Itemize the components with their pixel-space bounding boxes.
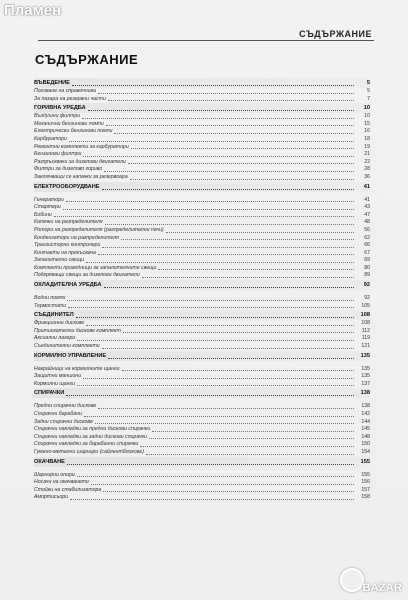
toc-leader-dots	[114, 132, 354, 134]
toc-leader-dots	[98, 253, 354, 255]
toc-section	[34, 388, 370, 398]
toc-page-number: 144	[361, 418, 370, 425]
toc-label: Притискателни дискове комплект	[34, 327, 121, 334]
toc-page-number: 10	[363, 105, 370, 112]
toc-item	[34, 88, 370, 96]
toc-leader-dots	[86, 261, 354, 263]
toc-label: Филтри за дизелово гориво	[34, 166, 103, 173]
toc-label: Подгряващи свещи за дизелови двигатели	[34, 272, 140, 279]
toc-item	[34, 328, 370, 336]
toc-label: За пазара на резервни части	[34, 95, 106, 102]
toc-item	[34, 320, 370, 328]
toc-label: Ротори на разпределителя (разпределителни пачи)	[34, 226, 164, 233]
toc-item	[34, 441, 370, 449]
toc-item	[34, 257, 370, 265]
toc-label: Аксиални лагери	[34, 335, 76, 342]
toc-leader-dots	[95, 422, 354, 424]
toc-item	[34, 265, 370, 273]
toc-leader-dots	[54, 215, 354, 217]
toc-label: СПИРАЧКИ	[34, 390, 65, 397]
toc-leader-dots	[86, 324, 354, 326]
toc-page-number: 69	[364, 257, 370, 264]
toc-leader-dots	[130, 178, 354, 180]
toc-page-number: 148	[361, 433, 370, 440]
toc-page-number: 108	[360, 312, 370, 319]
toc-item	[34, 472, 370, 480]
toc-item	[34, 197, 370, 205]
toc-leader-dots	[104, 286, 354, 288]
toc-label: Транзисторни контролери	[34, 242, 101, 249]
toc-page-number: 18	[364, 135, 370, 142]
toc-section	[34, 457, 370, 467]
toc-label: Шарнирни опори	[34, 471, 75, 478]
toc-label: Бензинови филтри	[34, 151, 82, 158]
toc-page-number: 19	[364, 143, 370, 150]
toc-page-number: 108	[361, 320, 370, 327]
toc-label: Разпръсквачи за дизелови двигатели	[34, 158, 126, 165]
toc-leader-dots	[98, 92, 354, 94]
toc-label: Стойки на стабилизатора	[34, 486, 102, 493]
toc-item	[34, 381, 370, 389]
toc-leader-dots	[68, 306, 354, 308]
toc-label: Задни спирачни дискове	[34, 418, 93, 425]
toc-leader-dots	[142, 276, 354, 278]
toc-page-number: 142	[361, 411, 370, 417]
watermark: Пламен	[4, 2, 62, 19]
toc-page-number: 121	[361, 343, 370, 350]
toc-label: Фрикционни дискове	[34, 320, 85, 327]
toc-item	[34, 419, 370, 427]
toc-item	[34, 343, 370, 351]
toc-leader-dots	[66, 200, 354, 202]
toc-item	[34, 144, 370, 152]
toc-label: Спирачни накладки за задни дискови спирачки	[34, 433, 147, 440]
toc-page-number: 112	[361, 327, 370, 334]
toc-item	[34, 128, 370, 136]
toc-leader-dots	[83, 155, 354, 157]
toc-item	[34, 227, 370, 235]
toc-page-number: 158	[361, 494, 370, 501]
toc-leader-dots	[131, 147, 354, 149]
toc-page-number: 43	[364, 204, 370, 211]
toc-leader-dots	[67, 299, 354, 301]
toc-item	[34, 136, 370, 144]
toc-leader-dots	[102, 347, 354, 349]
toc-item	[34, 303, 370, 311]
toc-item	[34, 487, 370, 495]
toc-page-number: 28	[364, 166, 370, 173]
toc-label: Стартери	[34, 204, 61, 211]
toc-label: Спирачни барабани	[34, 411, 82, 417]
toc-label: Носачи на окачването	[34, 479, 89, 486]
toc-page-number: 138	[361, 403, 370, 410]
toc-label: Защитни маншони	[34, 373, 82, 380]
page-title: СЪДЪРЖАНИЕ	[35, 52, 139, 67]
toc-section	[34, 103, 370, 113]
toc-item	[34, 219, 370, 227]
toc-leader-dots	[128, 162, 354, 164]
toc-section	[34, 280, 370, 290]
toc-leader-dots	[108, 99, 354, 101]
toc-item	[34, 366, 370, 374]
toc-item	[34, 235, 370, 243]
toc-label: Ремонтни комплекти за карбуратори	[34, 143, 129, 150]
toc-item	[34, 113, 370, 121]
toc-page-number: 89	[364, 272, 370, 279]
toc-item	[34, 174, 370, 182]
toc-page-number: 135	[361, 373, 370, 380]
toc-leader-dots	[63, 208, 354, 210]
toc-page-number: 135	[360, 352, 370, 359]
toc-label: Запалителни свещи	[34, 257, 85, 264]
toc-label: СЪЕДИНИТЕЛ	[34, 312, 74, 319]
toc-label: Комплекти проводници за запалителните свещи	[34, 264, 157, 271]
toc-page-number: 22	[364, 158, 370, 165]
toc-page-number: 16	[364, 128, 370, 135]
toc-label: Гумено-метални шарнири (сайлентблокове)	[34, 448, 144, 455]
toc-page-number: 135	[361, 365, 370, 372]
toc-item	[34, 494, 370, 502]
toc-page-number: 48	[364, 219, 370, 226]
toc-item	[34, 479, 370, 487]
toc-label: Съединителни комплекти	[34, 343, 100, 350]
toc-label: Спирачни накладки за предни дискови спирачки	[34, 426, 151, 433]
toc-label: ВЪВЕДЕНИЕ	[34, 80, 70, 86]
toc-leader-dots	[76, 316, 354, 318]
toc-label: Накрайници на кормилните щанги	[34, 365, 120, 372]
toc-page-number: 5	[367, 88, 370, 94]
toc-leader-dots	[102, 188, 355, 190]
toc-item	[34, 151, 370, 159]
toc-label: Ползване на справочника	[34, 88, 96, 94]
toc-page-number: 15	[364, 120, 370, 127]
toc-leader-dots	[82, 117, 354, 119]
toc-section	[34, 351, 370, 361]
toc-leader-dots	[77, 339, 354, 341]
toc-label: Електрически бензинови помпи	[34, 128, 113, 135]
toc-page-number: 10	[364, 113, 370, 120]
toc-label: Кормилни щанги	[34, 380, 75, 387]
toc-section	[34, 182, 370, 192]
toc-leader-dots	[121, 238, 354, 240]
toc-leader-dots	[70, 498, 354, 500]
toc-label: Предни спирачни дискове	[34, 403, 97, 410]
toc-page-number: 150	[361, 441, 370, 448]
toc-label: Генератори	[34, 196, 64, 203]
toc-leader-dots	[69, 140, 354, 142]
toc-page-number: 157	[361, 486, 370, 493]
toc-page-number: 92	[363, 282, 370, 289]
toc-item	[34, 166, 370, 174]
toc-label: Бобини	[34, 211, 52, 218]
toc-page-number: 21	[364, 151, 370, 158]
toc-label: Термостати	[34, 302, 67, 309]
toc-leader-dots	[106, 124, 354, 126]
toc-label: Контакти на прекъсвача	[34, 249, 96, 256]
toc-label: ГОРИВНА УРЕДБА	[34, 105, 86, 112]
toc-item	[34, 212, 370, 220]
toc-leader-dots	[108, 357, 354, 359]
header-rule	[38, 40, 374, 41]
toc-page-number: 92	[364, 295, 370, 302]
toc-leader-dots	[122, 369, 354, 371]
toc-label: КОРМИЛНО УПРАВЛЕНИЕ	[34, 352, 107, 359]
toc-leader-dots	[166, 231, 354, 233]
toc-item	[34, 295, 370, 303]
toc-item	[34, 426, 370, 434]
toc-label: Карбуратори	[34, 135, 67, 142]
toc-label: Амортисьори	[34, 494, 68, 501]
table-of-contents	[34, 78, 370, 502]
toc-page-number: 36	[364, 173, 370, 180]
toc-page-number: 47	[364, 211, 370, 218]
toc-leader-dots	[77, 475, 354, 477]
toc-item	[34, 250, 370, 258]
toc-label: Водни помпи	[34, 295, 66, 302]
toc-page-number: 105	[361, 302, 370, 309]
circle-logo-icon	[340, 568, 364, 592]
toc-page-number: 80	[364, 264, 370, 271]
toc-leader-dots	[67, 463, 354, 465]
toc-leader-dots	[66, 394, 354, 396]
toc-leader-dots	[88, 109, 354, 111]
toc-leader-dots	[146, 453, 354, 455]
toc-leader-dots	[83, 377, 354, 379]
toc-page-number: 66	[364, 242, 370, 249]
toc-item	[34, 403, 370, 411]
toc-item	[34, 121, 370, 129]
toc-page-number: 156	[361, 479, 370, 486]
toc-item	[34, 373, 370, 381]
toc-leader-dots	[98, 407, 354, 409]
toc-leader-dots	[123, 331, 354, 333]
toc-leader-dots	[105, 223, 354, 225]
toc-page-number: 137	[361, 380, 370, 387]
toc-label: Спирачни накладки за барабанни спирачки	[34, 441, 139, 448]
toc-leader-dots	[149, 437, 354, 439]
toc-page-number: 155	[361, 471, 370, 478]
toc-item	[34, 272, 370, 280]
toc-label: Кондензатори на разпределителя	[34, 234, 119, 241]
toc-label: Механични бензинови помпи	[34, 120, 104, 127]
toc-label: Въздушни филтри	[34, 113, 81, 120]
toc-leader-dots	[72, 84, 354, 86]
toc-item	[34, 411, 370, 419]
toc-page-number: 41	[363, 183, 370, 190]
toc-item	[34, 159, 370, 167]
toc-label: Заключващи се капачки за резервоара	[34, 173, 128, 180]
toc-leader-dots	[77, 384, 354, 386]
toc-item	[34, 242, 370, 250]
toc-item	[34, 204, 370, 212]
toc-leader-dots	[158, 268, 354, 270]
logo: BAZAR	[362, 582, 402, 594]
toc-page-number: 5	[366, 80, 370, 86]
toc-leader-dots	[91, 483, 354, 485]
toc-label: ЕЛЕКТРООБОРУДВАНЕ	[34, 183, 100, 190]
toc-item	[34, 434, 370, 442]
toc-label: ОКАЧВАНЕ	[34, 458, 65, 465]
toc-page-number: 155	[360, 458, 370, 465]
toc-page-number: 56	[364, 226, 370, 233]
toc-section	[34, 310, 370, 320]
toc-page-number: 138	[360, 390, 370, 397]
toc-page-number: 145	[361, 426, 370, 433]
toc-leader-dots	[103, 490, 354, 492]
toc-page-number: 154	[361, 448, 370, 455]
toc-leader-dots	[140, 445, 354, 447]
toc-leader-dots	[84, 415, 354, 417]
running-header: СЪДЪРЖАНИЕ	[299, 29, 372, 39]
toc-leader-dots	[104, 170, 354, 172]
toc-label: Капачки на разпределителя	[34, 219, 103, 226]
toc-leader-dots	[102, 246, 354, 248]
toc-item	[34, 335, 370, 343]
toc-item	[34, 96, 370, 104]
toc-section	[34, 78, 370, 88]
toc-page-number: 62	[364, 234, 370, 241]
toc-leader-dots	[152, 430, 354, 432]
toc-page-number: 7	[367, 95, 370, 102]
toc-page-number: 41	[364, 196, 370, 203]
toc-page-number: 67	[364, 249, 370, 256]
toc-item	[34, 449, 370, 457]
toc-label: ОХЛАДИТЕЛНА УРЕДБА	[34, 282, 102, 289]
toc-page-number: 119	[361, 335, 370, 342]
